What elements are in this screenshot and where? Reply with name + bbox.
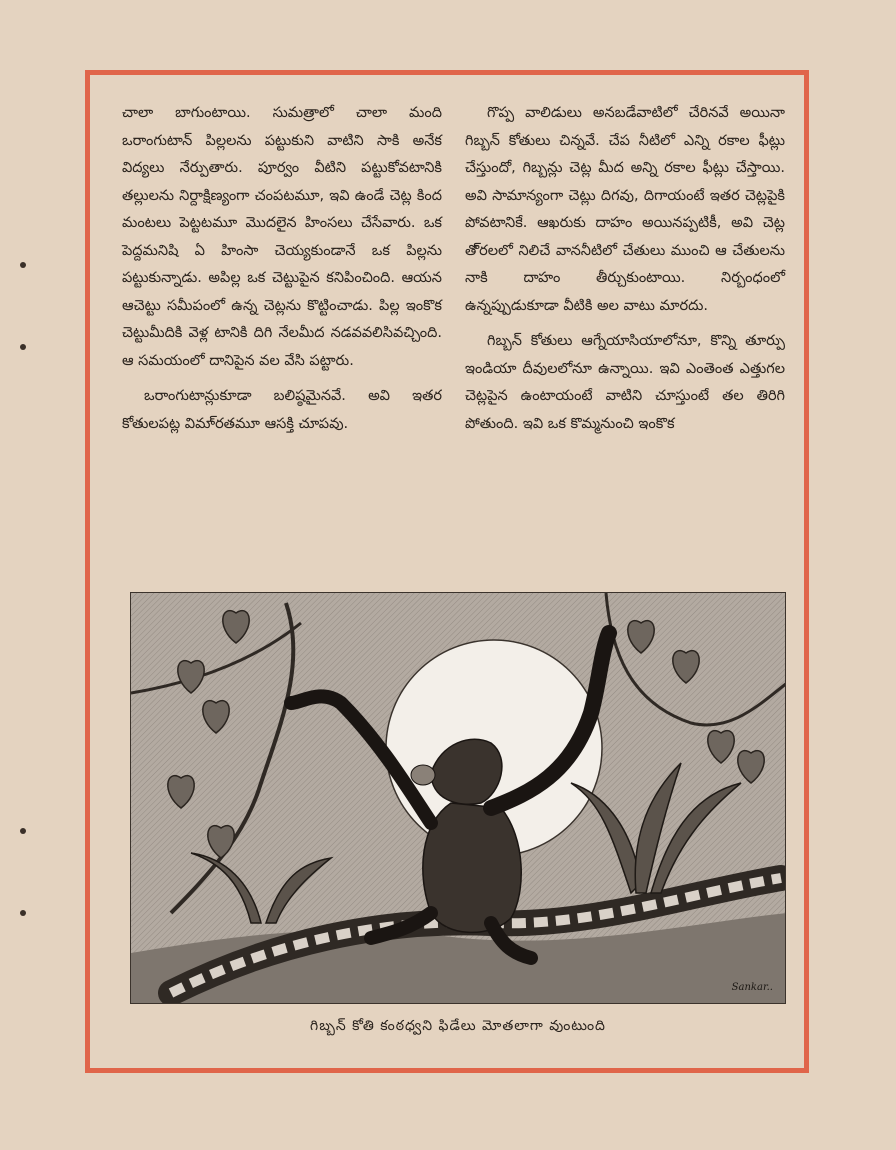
right-text-column [465, 100, 785, 446]
paragraph: గిబ్బన్ కోతులు ఆగ్నేయాసియాలోనూ, కొన్ని తూర్పు ఇండియా దీవులలోనూ ఉన్నాయి. ఇవి ఎంతెంత ఎత్తుగల చెట్లపైన ఉంటాయంటే వాటిని చూస్తుంటే తల తిరిగి పోతుంది. ఇవి ఒక కొమ్మనుంచి ఇంకొక [465, 333, 785, 432]
gibbon-illustration [130, 592, 786, 1004]
illustration-caption: గిబ్బన్ కోతి కంఠధ్వని ఫిడేలు మోతలాగా వుంటుంది [310, 1018, 606, 1034]
gibbon-face [411, 765, 435, 785]
binding-hole [20, 344, 26, 350]
left-text-column [122, 100, 442, 446]
paragraph: ఒరాంగుటాన్లుకూడా బలిష్ఠమైనవే. అవి ఇతర కోతులపట్ల విమా్రతమూ ఆసక్తి చూపవు. [122, 388, 442, 432]
binding-hole [20, 828, 26, 834]
gibbon-drawing [131, 593, 786, 1004]
artist-signature: Sankar.. [731, 982, 773, 993]
binding-hole [20, 262, 26, 268]
paragraph: చాలా బాగుంటాయి. సుమత్రాలో చాలా మంది ఒరాంగుటాన్ పిల్లలను పట్టుకుని వాటిని సాకి అనేక విద్యలు నేర్పుతారు. పూర్వం వీటిని పట్టుకోవటానికి తల్లులను నిర్దాక్షిణ్యంగా చంపటమూ, ఇవి ఉండే చెట్ల కింద మంటలు పెట్టటమూ మొదలైన హింసలు చేసేవారు. ఒక పెద్దమనిషి ఏ హింసా చెయ్యకుండానే ఒక పిల్లను పట్టుకున్నాడు. అపిల్ల ఒక చెట్టుపైన కనిపించింది. ఆయన ఆచెట్టు సమీపంలో ఉన్న చెట్లను కొట్టించాడు. పిల్ల ఇంకొక చెట్టుమీదికి వెళ్ల టానికి దిగి నేలమీద నడవవలిసివచ్చింది. ఆ సమయంలో దానిపైన వల వేసి పట్టారు. [122, 105, 442, 369]
paragraph: గొప్ప వాలిడులు అనబడేవాటిలో చేరినవే అయినా గిబ్బన్ కోతులు చిన్నవే. చేప నీటిలో ఎన్ని రకాల ఫీట్లు చేస్తుందో, గిబ్బన్లు చెట్ల మీద అన్ని రకాల ఫీట్లు చేస్తాయి. అవి సామాన్యంగా చెట్లు దిగవు, దిగాయంటే ఇతర చెట్లపైకి పోవటానికే. ఆఖరుకు దాహం అయినప్పటికీ, అవి చెట్ల తొ్రలలో నిలిచే వాననీటిలో చేతులు ముంచి ఆ చేతులను నాకి దాహం తీర్చుకుంటాయి. నిర్బంధంలో ఉన్నప్పుడుకూడా వీటికి అల వాటు మారదు. [465, 105, 785, 314]
binding-hole [20, 910, 26, 916]
